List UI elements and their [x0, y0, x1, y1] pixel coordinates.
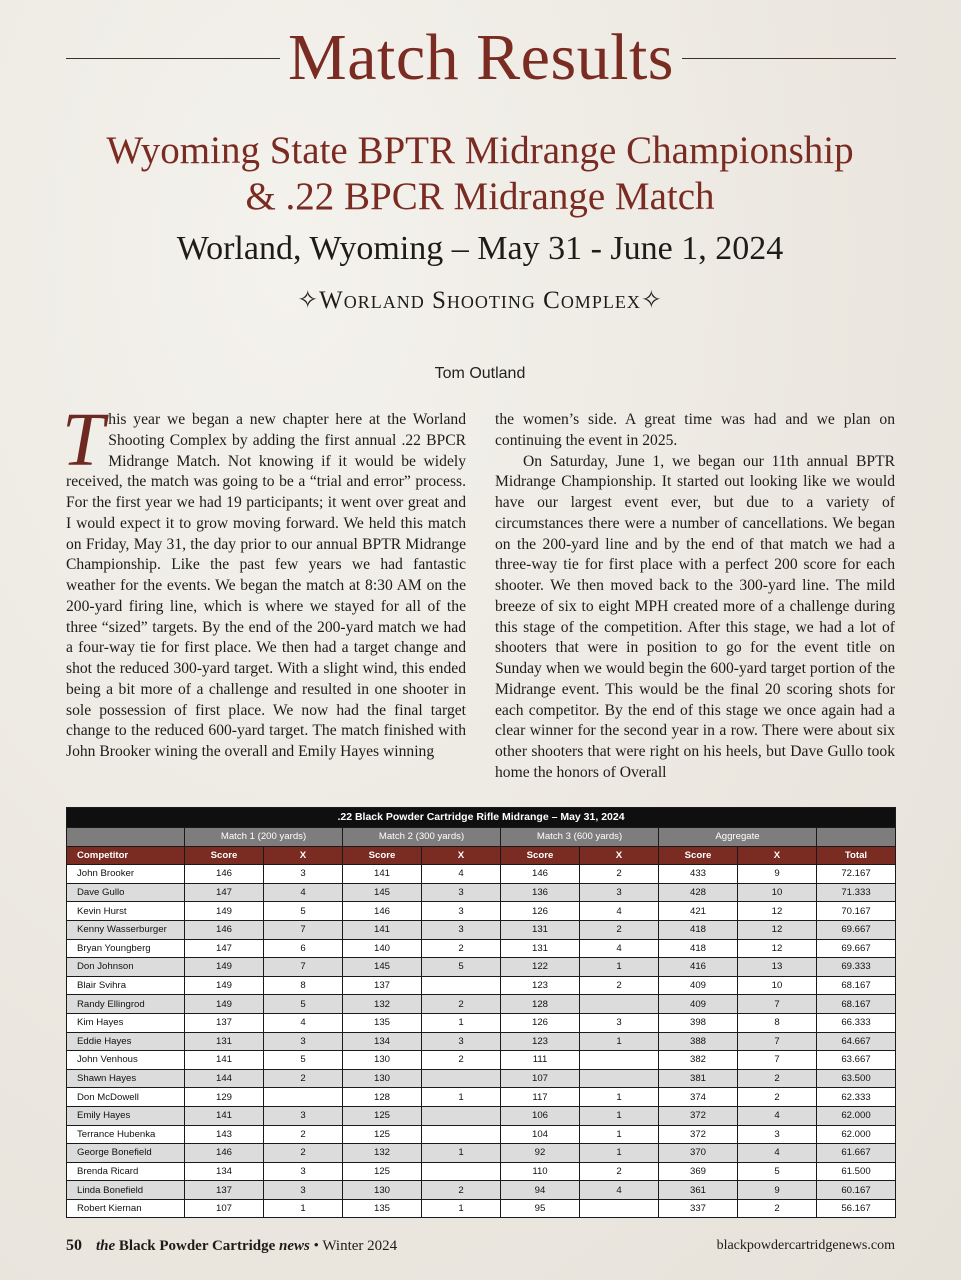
table-cell: 69.333	[817, 958, 896, 977]
table-cell: 3	[264, 865, 343, 884]
table-cell: 1	[422, 1088, 501, 1107]
table-cell: 9	[738, 1181, 817, 1200]
table-cell: 421	[659, 902, 738, 921]
table-cell: 409	[659, 976, 738, 995]
page-number: 50	[66, 1237, 82, 1254]
table-cell: 63.500	[817, 1069, 896, 1088]
table-cell: 3	[422, 1032, 501, 1051]
table-cell	[580, 1199, 659, 1218]
table-cell: 3	[264, 1106, 343, 1125]
table-cell: 372	[659, 1125, 738, 1144]
table-cell: 409	[659, 995, 738, 1014]
table-cell: 2	[580, 865, 659, 884]
table-cell: 130	[343, 1181, 422, 1200]
table-cell: 398	[659, 1013, 738, 1032]
table-cell: 3	[264, 1162, 343, 1181]
competitor-name: Don Johnson	[67, 958, 185, 977]
table-cell: 70.167	[817, 902, 896, 921]
table-cell: 428	[659, 883, 738, 902]
table-cell: 147	[185, 883, 264, 902]
table-cell: 1	[264, 1199, 343, 1218]
table-row	[67, 1013, 896, 1032]
table-cell: 416	[659, 958, 738, 977]
table-cell	[580, 1069, 659, 1088]
table-row	[67, 1162, 896, 1181]
table-cell: 72.167	[817, 865, 896, 884]
table-cell: 4	[738, 1106, 817, 1125]
competitor-name: Shawn Hayes	[67, 1069, 185, 1088]
table-cell: 130	[343, 1069, 422, 1088]
group-header-blank	[817, 828, 896, 847]
table-cell: 3	[580, 1013, 659, 1032]
table-cell: 125	[343, 1162, 422, 1181]
table-cell	[422, 1125, 501, 1144]
competitor-name: Robert Kiernan	[67, 1199, 185, 1218]
table-cell: 149	[185, 902, 264, 921]
table-cell: 146	[343, 902, 422, 921]
article-paragraph: On Saturday, June 1, we began our 11th annual BPTR Midrange Championship. It started out looking like we would have our largest event ever, but due to a variety of circumstances there were a number of cancellations. We began on the 200-yard line and by the end of that match we had a three-way tie for first place with a perfect 200 score for each shooter. We then moved back to the 300-yard line. The mild breeze of six to eight MPH created more of a challenge during this stage of the competition. After this stage, we had a lot of shooters that were in position to go for the event title on Sunday when we would begin the 600-yard target portion of the Midrange event. This would be the final 20 scoring shots for each competitor. By the end of this stage we once again had a clear winner for the second year in a row. There were about six other shooters that were right on his heels, but Dave Gullo took home the honors of Overall	[495, 452, 895, 781]
table-cell: 141	[185, 1051, 264, 1070]
table-cell: 4	[580, 1181, 659, 1200]
table-cell: 1	[580, 958, 659, 977]
event-location: Worland, Wyoming – May 31 - June 1, 2024	[176, 230, 784, 267]
table-cell	[422, 1106, 501, 1125]
table-cell: 7	[738, 995, 817, 1014]
table-cell: 8	[264, 976, 343, 995]
article-column-1	[62, 398, 466, 763]
table-cell: 337	[659, 1199, 738, 1218]
table-cell: 2	[738, 1088, 817, 1107]
table-cell: 141	[343, 920, 422, 939]
footer-the: the	[96, 1238, 116, 1254]
column-header: X	[738, 846, 817, 865]
table-cell: 1	[580, 1032, 659, 1051]
section-header	[66, 22, 896, 94]
table-row	[67, 1125, 896, 1144]
table-cell: 71.333	[817, 883, 896, 902]
table-cell: 3	[422, 920, 501, 939]
table-cell: 62.000	[817, 1106, 896, 1125]
table-cell: 125	[343, 1125, 422, 1144]
table-cell: 7	[264, 958, 343, 977]
table-cell: 107	[185, 1199, 264, 1218]
table-cell: 2	[580, 976, 659, 995]
table-cell: 106	[501, 1106, 580, 1125]
table-cell: 2	[738, 1199, 817, 1218]
group-header: Aggregate	[659, 828, 817, 847]
ornament-left-icon: ✧	[297, 287, 320, 314]
competitor-name: Blair Svihra	[67, 976, 185, 995]
table-cell: 141	[185, 1106, 264, 1125]
table-cell: 147	[185, 939, 264, 958]
table-row	[67, 1106, 896, 1125]
event-title-line1: Wyoming State BPTR Midrange Championship	[106, 129, 854, 172]
issue-label: • Winter 2024	[313, 1238, 398, 1254]
table-cell: 61.667	[817, 1144, 896, 1163]
table-cell: 130	[343, 1051, 422, 1070]
table-cell	[580, 1051, 659, 1070]
column-header: Score	[659, 846, 738, 865]
table-cell: 2	[422, 1051, 501, 1070]
article-column-2	[495, 410, 895, 784]
table-row	[67, 958, 896, 977]
table-cell: 418	[659, 920, 738, 939]
table-cell: 7	[738, 1032, 817, 1051]
table-cell: 2	[422, 939, 501, 958]
table-cell: 2	[422, 995, 501, 1014]
table-cell: 2	[580, 1162, 659, 1181]
table-cell: 137	[185, 1181, 264, 1200]
table-cell: 146	[185, 865, 264, 884]
table-row	[67, 920, 896, 939]
table-cell: 388	[659, 1032, 738, 1051]
table-cell: 128	[343, 1088, 422, 1107]
table-cell: 433	[659, 865, 738, 884]
column-header: Total	[817, 846, 896, 865]
table-cell: 145	[343, 883, 422, 902]
competitor-name: Emily Hayes	[67, 1106, 185, 1125]
table-cell: 126	[501, 1013, 580, 1032]
venue-name: Worland Shooting Complex	[319, 287, 641, 314]
competitor-name: John Brooker	[67, 865, 185, 884]
table-title: .22 Black Powder Cartridge Rifle Midrange – May 31, 2024	[67, 808, 896, 828]
table-cell: 6	[264, 939, 343, 958]
table-cell: 131	[185, 1032, 264, 1051]
article-paragraph: his year we began a new chapter here at the Worland Shooting Complex by adding the first annual .22 BPCR Midrange Match. Not knowing if it would be widely received, the match was going to be a “trial and error” process. For the first year we had 19 participants; it went over great and I would expect it to grow moving forward. We held this match on Friday, May 31, the day prior to our annual BPTR Midrange Championship. Like the past few years we had fantastic weather for the events. We began the match at 8:30 AM on the 200-yard firing line, which is where we stayed for all of the three “sized” targets. By the end of the 200-yard match we had a four-way tie for first place. We then had a target change and shot the reduced 300-yard target. With a slight wind, this ended being a bit more of a challenge and resulted in one shooter in sole possession of first place. We now had the final target change to the reduced 600-yard target. The match finished with John Brooker wining the overall and Emily Hayes winning	[66, 411, 466, 760]
table-cell: 9	[738, 865, 817, 884]
header-rule-left	[66, 58, 280, 59]
competitor-name: Eddie Hayes	[67, 1032, 185, 1051]
table-cell: 135	[343, 1013, 422, 1032]
table-cell: 136	[501, 883, 580, 902]
table-cell: 134	[185, 1162, 264, 1181]
table-cell: 123	[501, 1032, 580, 1051]
table-cell: 4	[422, 865, 501, 884]
table-cell: 135	[343, 1199, 422, 1218]
column-header: X	[264, 846, 343, 865]
table-row	[67, 976, 896, 995]
table-cell: 10	[738, 883, 817, 902]
table-cell: 5	[738, 1162, 817, 1181]
competitor-name: Terrance Hubenka	[67, 1125, 185, 1144]
results-table-container	[66, 807, 895, 1218]
table-cell: 369	[659, 1162, 738, 1181]
competitor-name: Kenny Wasserburger	[67, 920, 185, 939]
table-cell: 131	[501, 920, 580, 939]
table-cell: 111	[501, 1051, 580, 1070]
table-row	[67, 902, 896, 921]
group-header-blank	[67, 828, 185, 847]
table-cell: 137	[343, 976, 422, 995]
table-cell: 12	[738, 920, 817, 939]
table-cell: 8	[738, 1013, 817, 1032]
competitor-name: John Venhous	[67, 1051, 185, 1070]
table-cell: 3	[264, 1181, 343, 1200]
table-cell: 132	[343, 1144, 422, 1163]
table-cell: 2	[422, 1181, 501, 1200]
header-rule-right	[682, 58, 896, 59]
table-cell: 372	[659, 1106, 738, 1125]
table-cell: 1	[422, 1013, 501, 1032]
table-cell: 110	[501, 1162, 580, 1181]
table-cell: 12	[738, 902, 817, 921]
event-venue	[40, 284, 920, 318]
table-cell: 3	[264, 1032, 343, 1051]
competitor-name: George Bonefield	[67, 1144, 185, 1163]
byline: Tom Outland	[434, 365, 526, 382]
table-cell: 381	[659, 1069, 738, 1088]
table-cell: 1	[580, 1106, 659, 1125]
drop-cap: T	[62, 398, 105, 482]
table-cell: 61.500	[817, 1162, 896, 1181]
event-title-line2: & .22 BPCR Midrange Match	[245, 175, 715, 218]
table-cell: 5	[264, 902, 343, 921]
table-cell: 143	[185, 1125, 264, 1144]
table-cell: 5	[264, 1051, 343, 1070]
table-cell: 132	[343, 995, 422, 1014]
group-header: Match 1 (200 yards)	[185, 828, 343, 847]
footer-left	[66, 1236, 397, 1256]
table-cell: 126	[501, 902, 580, 921]
table-row	[67, 883, 896, 902]
ornament-right-icon: ✧	[640, 287, 663, 314]
table-cell: 144	[185, 1069, 264, 1088]
table-cell: 68.167	[817, 976, 896, 995]
table-row	[67, 865, 896, 884]
event-title	[40, 128, 920, 220]
table-cell: 140	[343, 939, 422, 958]
competitor-name: Kim Hayes	[67, 1013, 185, 1032]
table-row	[67, 1088, 896, 1107]
competitor-name: Brenda Ricard	[67, 1162, 185, 1181]
table-cell: 2	[580, 920, 659, 939]
table-cell: 122	[501, 958, 580, 977]
table-cell: 104	[501, 1125, 580, 1144]
table-cell: 5	[422, 958, 501, 977]
table-row	[67, 1144, 896, 1163]
table-row	[67, 1032, 896, 1051]
column-header: X	[580, 846, 659, 865]
table-cell	[264, 1088, 343, 1107]
table-cell: 69.667	[817, 920, 896, 939]
table-cell: 370	[659, 1144, 738, 1163]
table-cell: 149	[185, 958, 264, 977]
column-header: X	[422, 846, 501, 865]
table-row	[67, 995, 896, 1014]
table-cell: 146	[501, 865, 580, 884]
table-cell: 92	[501, 1144, 580, 1163]
table-cell: 2	[738, 1069, 817, 1088]
table-cell: 13	[738, 958, 817, 977]
table-cell: 69.667	[817, 939, 896, 958]
table-cell: 7	[264, 920, 343, 939]
column-header: Competitor	[67, 846, 185, 865]
table-row	[67, 939, 896, 958]
table-cell: 141	[343, 865, 422, 884]
table-cell: 382	[659, 1051, 738, 1070]
table-cell: 68.167	[817, 995, 896, 1014]
table-cell: 146	[185, 1144, 264, 1163]
table-cell: 64.667	[817, 1032, 896, 1051]
table-cell	[580, 995, 659, 1014]
table-cell: 4	[738, 1144, 817, 1163]
table-cell: 146	[185, 920, 264, 939]
table-cell: 107	[501, 1069, 580, 1088]
table-cell	[422, 1069, 501, 1088]
table-cell: 60.167	[817, 1181, 896, 1200]
results-table-body	[67, 865, 896, 1218]
table-row	[67, 1199, 896, 1218]
table-cell: 418	[659, 939, 738, 958]
table-row	[67, 1051, 896, 1070]
table-cell: 2	[264, 1125, 343, 1144]
website: blackpowdercartridgenews.com	[716, 1238, 895, 1253]
section-title: Match Results	[288, 21, 674, 94]
column-header: Score	[501, 846, 580, 865]
magazine-name: Black Powder Cartridge	[118, 1238, 276, 1254]
table-cell: 149	[185, 976, 264, 995]
competitor-name: Kevin Hurst	[67, 902, 185, 921]
table-cell: 3	[580, 883, 659, 902]
table-cell: 56.167	[817, 1199, 896, 1218]
table-cell: 4	[580, 939, 659, 958]
competitor-name: Don McDowell	[67, 1088, 185, 1107]
table-cell: 62.000	[817, 1125, 896, 1144]
table-cell: 131	[501, 939, 580, 958]
footer-news: news	[279, 1238, 310, 1254]
competitor-name: Randy Ellingrod	[67, 995, 185, 1014]
table-cell: 129	[185, 1088, 264, 1107]
group-header: Match 3 (600 yards)	[501, 828, 659, 847]
table-cell: 4	[264, 883, 343, 902]
table-cell: 134	[343, 1032, 422, 1051]
table-cell: 3	[422, 883, 501, 902]
table-cell: 63.667	[817, 1051, 896, 1070]
table-cell: 7	[738, 1051, 817, 1070]
table-cell: 94	[501, 1181, 580, 1200]
table-cell: 1	[422, 1144, 501, 1163]
results-table	[66, 807, 896, 1218]
table-cell: 95	[501, 1199, 580, 1218]
table-cell: 3	[422, 902, 501, 921]
competitor-name: Linda Bonefield	[67, 1181, 185, 1200]
table-cell: 125	[343, 1106, 422, 1125]
table-cell: 62.333	[817, 1088, 896, 1107]
page-footer	[66, 1236, 895, 1256]
table-row	[67, 1069, 896, 1088]
column-header: Score	[343, 846, 422, 865]
table-cell	[422, 1162, 501, 1181]
column-header: Score	[185, 846, 264, 865]
table-cell: 145	[343, 958, 422, 977]
article-paragraph: the women’s side. A great time was had and we plan on continuing the event in 2025.	[495, 411, 895, 449]
table-cell: 1	[580, 1125, 659, 1144]
competitor-name: Bryan Youngberg	[67, 939, 185, 958]
table-cell: 137	[185, 1013, 264, 1032]
table-cell: 128	[501, 995, 580, 1014]
table-cell: 10	[738, 976, 817, 995]
table-cell: 149	[185, 995, 264, 1014]
table-cell: 66.333	[817, 1013, 896, 1032]
table-cell: 361	[659, 1181, 738, 1200]
table-cell: 2	[264, 1069, 343, 1088]
table-cell: 1	[580, 1088, 659, 1107]
competitor-name: Dave Gullo	[67, 883, 185, 902]
group-header: Match 2 (300 yards)	[343, 828, 501, 847]
table-cell: 12	[738, 939, 817, 958]
table-cell: 3	[738, 1125, 817, 1144]
table-cell: 2	[264, 1144, 343, 1163]
table-row	[67, 1181, 896, 1200]
table-cell: 1	[580, 1144, 659, 1163]
table-cell	[422, 976, 501, 995]
table-cell: 4	[264, 1013, 343, 1032]
table-cell: 117	[501, 1088, 580, 1107]
table-cell: 4	[580, 902, 659, 921]
table-cell: 5	[264, 995, 343, 1014]
table-cell: 123	[501, 976, 580, 995]
table-cell: 1	[422, 1199, 501, 1218]
table-cell: 374	[659, 1088, 738, 1107]
